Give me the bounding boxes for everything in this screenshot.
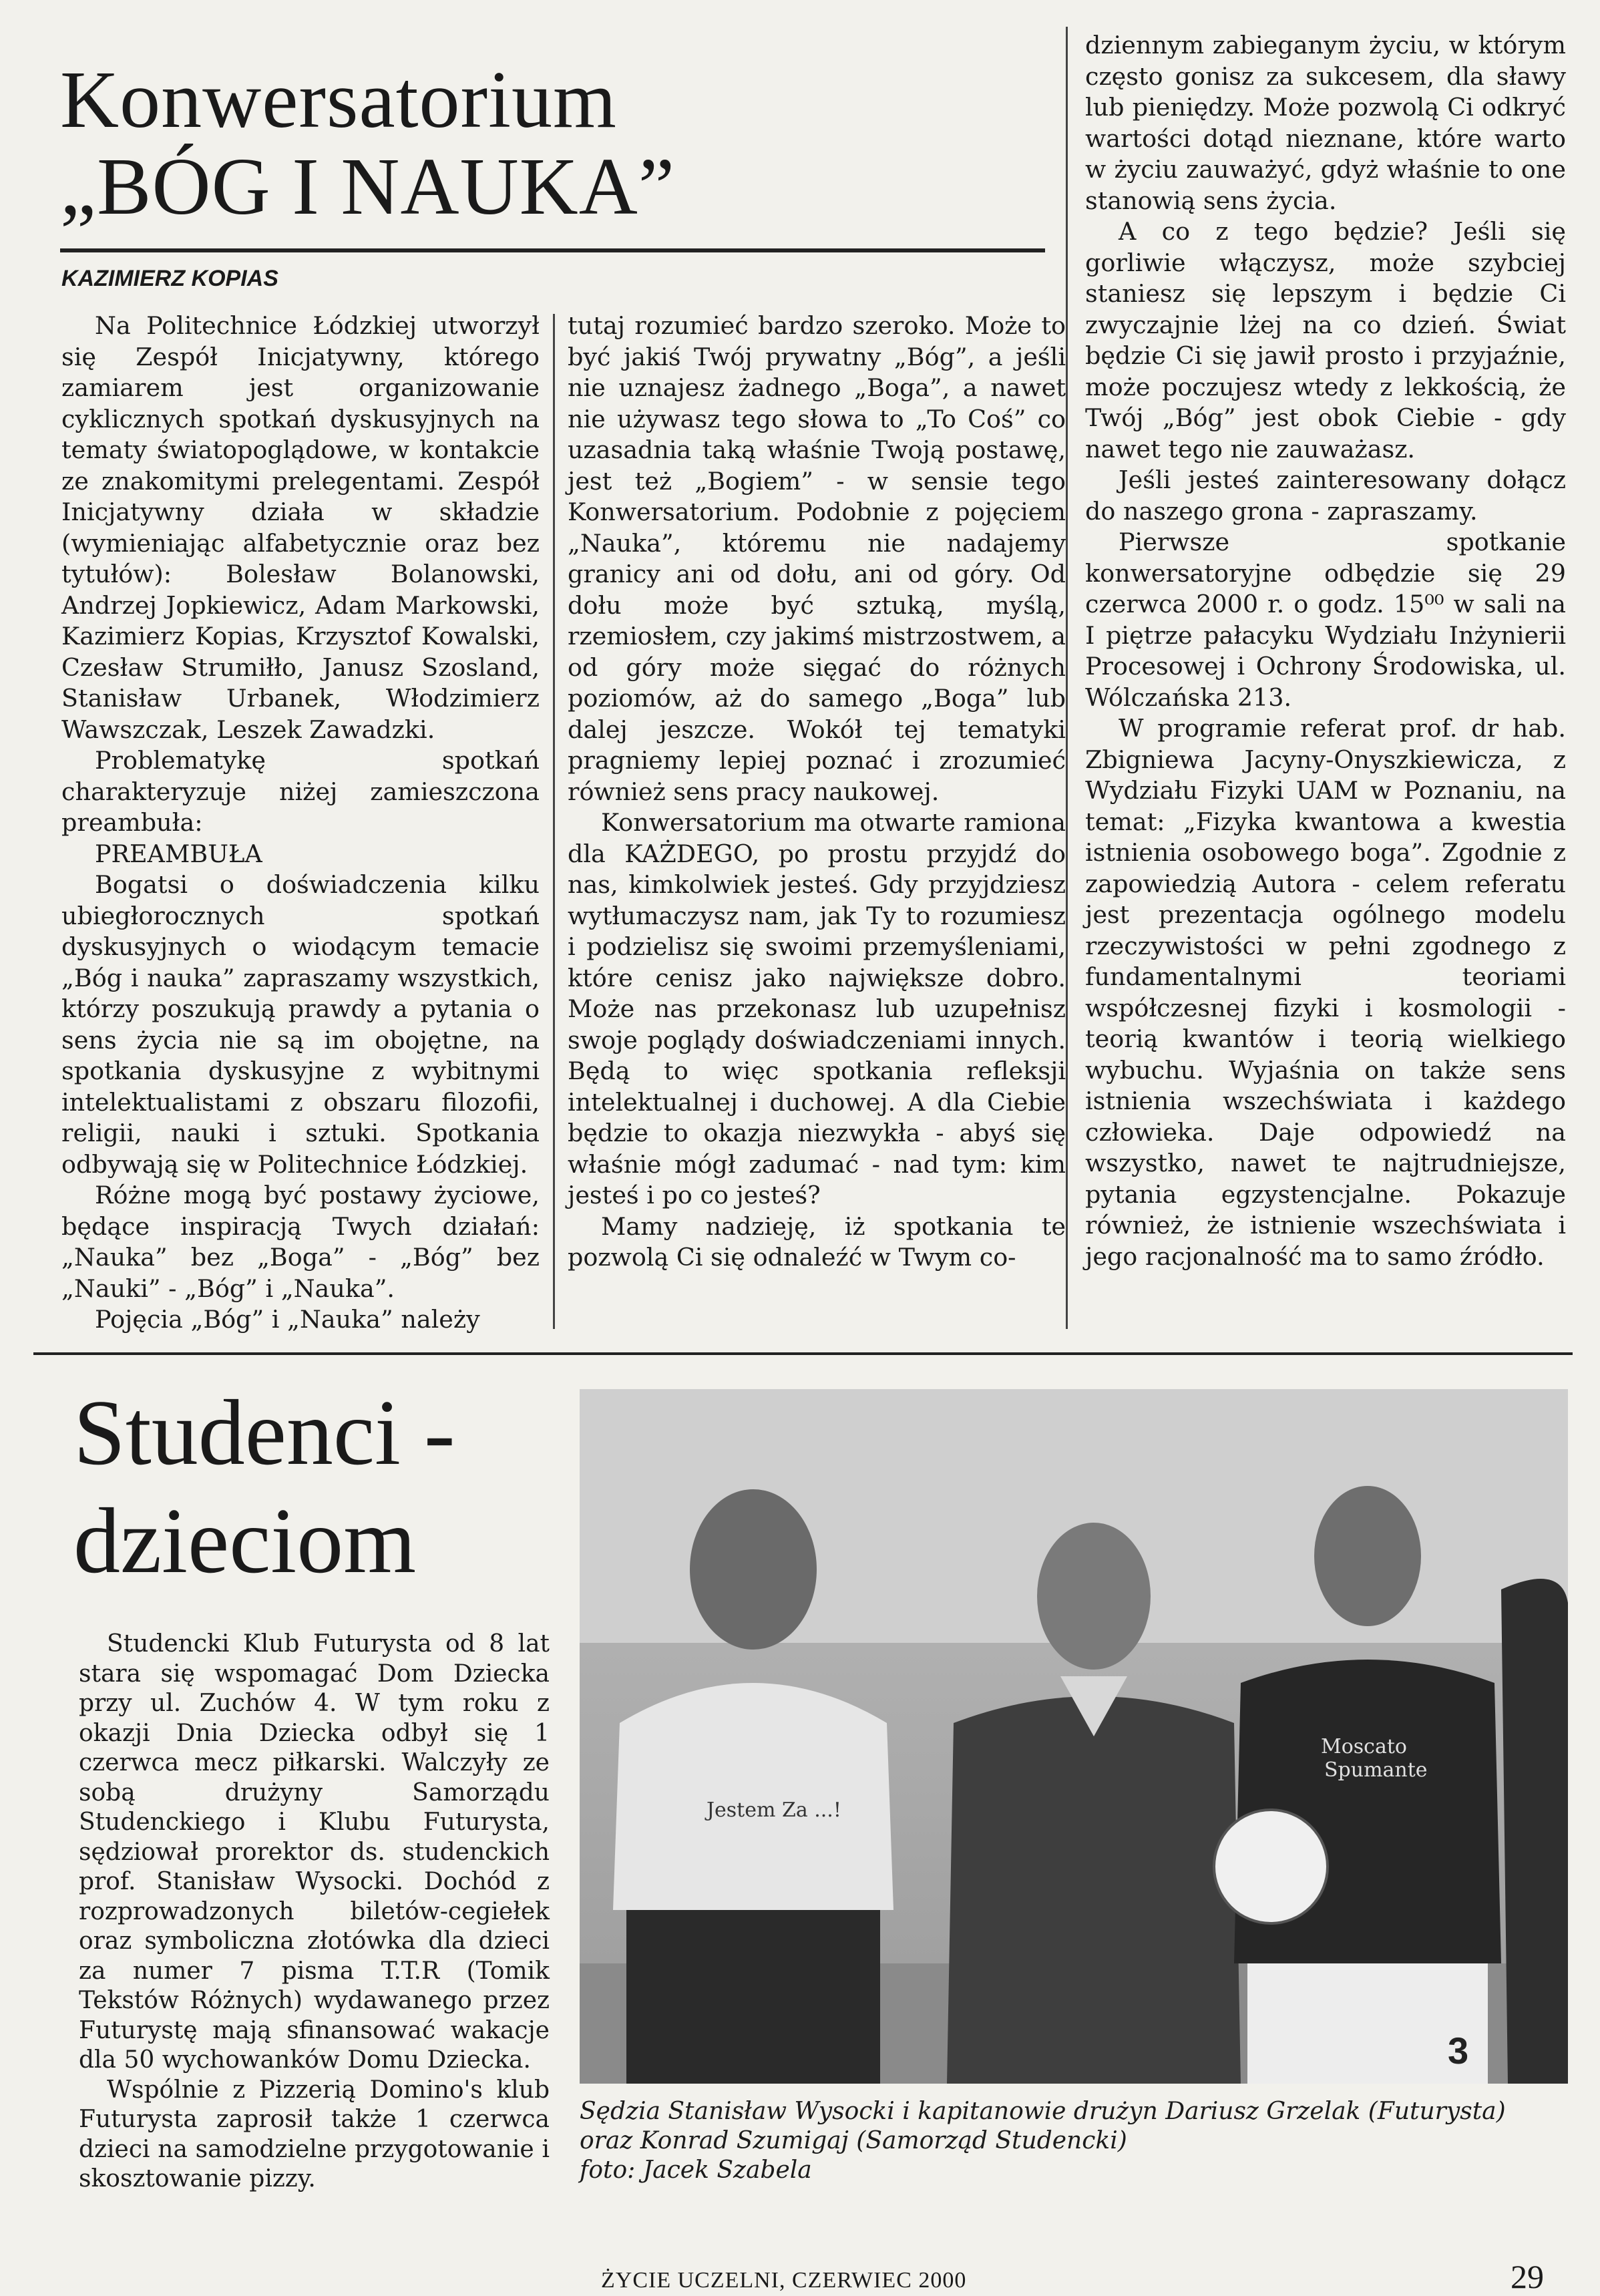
paragraph: A co z tego będzie? Jeśli się gorliwie włączysz, może szybciej staniesz się lepszym i będzie Ci zwyczajnie lżej na co dzień. Świat będzie Ci się jawił prosto i przyjaźnie, może poczujesz wtedy z lekkością, że Twój „Bóg” jest obok Ciebie - gdy nawet tego nie zauważasz. bbox=[1085, 217, 1566, 463]
paragraph-heading: PREAMBUŁA bbox=[95, 839, 262, 868]
publication-footer: ŻYCIE UCZELNI, CZERWIEC 2000 bbox=[601, 2268, 967, 2293]
article-title bbox=[73, 1379, 554, 1595]
article-title bbox=[60, 57, 1062, 230]
caption-line: oraz Konrad Szumigaj (Samorząd Studencki) bbox=[580, 2127, 1127, 2154]
paragraph: Konwersatorium ma otwarte ramiona dla KAŻDEGO, po prostu przyjdź do nas, kimkolwiek jesteś. Gdy przyjdziesz wytłumaczysz nam, jak Ty to rozumiesz i podzielisz się swoimi przemyśleniami, które cenisz jako największe dobro. Może nas przekonasz lub uzupełnisz swoje poglądy doświadczeniami innych. Będą to więc spotkania refleksji intelektualnej i duchowej. A dla Ciebie będzie to okazja niezwykła - abyś się właśnie mógł zadumać - nad tym: kim jesteś i po co jesteś? bbox=[568, 808, 1066, 1209]
author-byline: KAZIMIERZ KOPIAS bbox=[61, 266, 278, 291]
paragraph: Bogatsi o doświadczenia kilku ubiegłorocznych spotkań dyskusyjnych o wiodącym temacie „Bóg i nauka” zapraszamy wszystkich, którzy poszukują prawdy a pytania o sens życia nie są im obojętne, na spotkania dyskusyjne z wybitnymi intelektualistami z obszaru filozofii, religii, nauki i sztuki. Spotkania odbywają się w Politechnice Łódzkiej. bbox=[61, 870, 540, 1179]
paragraph: Mamy nadzieję, iż spotkania te pozwolą Ci się odnaleźć w Twym co- bbox=[568, 1211, 1066, 1272]
paragraph: Studencki Klub Futurysta od 8 lat stara się wspomagać Dom Dziecka przy ul. Zuchów 4. W tym roku z okazji Dnia Dziecka odbył się 1 czerwca mecz piłkarski. Walczyły ze sobą drużyny Samorządu Studenckiego i Klubu Futurysta, sędziował prorektor ds. studenckich prof. Stanisław Wysocki. Dochód z rozprowadzonych biletów-cegiełek oraz symboliczna złotówka dla dzieci za numer 7 pisma T.T.R (Tomik Tekstów Różnych) wydawanego przez Futurystę mają sfinansować wakacje dla 50 wychowanków Domu Dziecka. bbox=[79, 1630, 550, 2074]
paragraph: dziennym zabieganym życiu, w którym często gonisz za sukcesem, dla sławy lub pieniędzy. Może pozwolą Ci odkryć wartości dotąd nieznane, które warto w życiu zauważyć, gdyż właśnie to one stanowią sens życia. bbox=[1085, 31, 1566, 215]
article-title-line1: Konwersatorium bbox=[60, 55, 617, 145]
paragraph: Problematykę spotkań charakteryzuje niżej zamieszczona preambuła: bbox=[61, 746, 540, 837]
article-title-line2: „BÓG I NAUKA” bbox=[60, 142, 676, 232]
shirt-logo-text: Moscato bbox=[1321, 1735, 1407, 1758]
photo bbox=[580, 1389, 1568, 2084]
paragraph: Wspólnie z Pizzerią Domino's klub Futurysta zaprosił także 1 czerwca dzieci na samodzielne przygotowanie i skosztowanie pizzy. bbox=[79, 2076, 550, 2192]
article-title-line1: Studenci - bbox=[73, 1381, 455, 1485]
football-icon bbox=[1214, 1810, 1328, 1923]
column-divider bbox=[553, 314, 555, 1329]
article-title-line2: dzieciom bbox=[73, 1489, 417, 1593]
article-body bbox=[79, 1630, 550, 2194]
caption-line: Sędzia Stanisław Wysocki i kapitanowie drużyn Dariusz Grzelak (Futurysta) bbox=[580, 2098, 1506, 2125]
photo-caption bbox=[580, 2097, 1568, 2185]
paragraph: Pojęcia „Bóg” i „Nauka” należy bbox=[95, 1305, 480, 1334]
title-divider bbox=[60, 248, 1045, 252]
shirt-text: Jestem Za ...! bbox=[707, 1798, 841, 1822]
section-divider bbox=[33, 1352, 1573, 1355]
paragraph: Jeśli jesteś zainteresowany dołącz do naszego grona - zapraszamy. bbox=[1085, 465, 1566, 526]
paragraph: Różne mogą być postawy życiowe, będące inspiracją Twych działań: „Nauka” bez „Boga” - „Bóg” bez „Nauki” - „Bóg” i „Nauka”. bbox=[61, 1181, 540, 1303]
article-column-2 bbox=[568, 311, 1066, 1274]
article-column-1 bbox=[61, 311, 540, 1336]
paragraph: Pierwsze spotkanie konwersatoryjne odbędzie się 29 czerwca 2000 r. o godz. 15⁰⁰ w sali na I piętrze pałacyku Wydziału Inżynierii Procesowej i Ochrony Środowiska, ul. Wólczańska 213. bbox=[1085, 528, 1566, 712]
photo-credit: foto: Jacek Szabela bbox=[580, 2156, 812, 2184]
paragraph: tutaj rozumieć bardzo szeroko. Może to być jakiś Twój prywatny „Bóg”, a jeśli nie uznajesz żadnego „Boga”, a nawet nie używasz tego słowa to „To Coś” co uzasadnia taką właśnie Twoją postawę, jest też „Bogiem” - w sensie tego Konwersatorium. Podobnie z pojęciem „Nauka”, któremu nie nadajemy granicy ani od dołu, ani od góry. Od dołu może być sztuką, myślą, rzemiosłem, czy jakimś mistrzostwem, a od góry może sięgać do różnych poziomów, aż do samego „Boga” lub dalej jeszcze. Wokół tej tematyki pragniemy lepiej poznać i zrozumieć również sens pracy naukowej. bbox=[568, 311, 1066, 806]
photo-illustration bbox=[580, 1389, 1568, 2084]
shirt-number: 3 bbox=[1448, 2030, 1469, 2072]
column-divider bbox=[1066, 27, 1068, 1329]
page-number: 29 bbox=[1511, 2258, 1544, 2295]
shirt-logo-text: Spumante bbox=[1324, 1758, 1428, 1782]
paragraph: W programie referat prof. dr hab. Zbigniewa Jacyny-Onyszkiewicza, z Wydziału Fizyki UAM w Poznaniu, na temat: „Fizyka kwantowa a kwestia istnienia osobowego boga”. Zgodnie z zapowiedzią Autora - celem referatu jest prezentacja ogólnego modelu rzeczywistości w pełni zgodnego z fundamentalnymi teoriami współczesnej fizyki i kosmologii - teorią kwantów i teorią wielkiego wybuchu. Wyjaśnia on także sens istnienia wszechświata i każdego człowieka. Daje odpowiedź na wszystko, nawet te najtrudniejsze, pytania egzystencjalne. Pokazuje również, że istnienie wszechświata i jego racjonalność ma to samo źródło. bbox=[1085, 714, 1566, 1271]
paragraph: Na Politechnice Łódzkiej utworzył się Zespół Inicjatywny, którego zamiarem jest organizowanie cyklicznych spotkań dyskusyjnych na tematy światopoglądowe, w kontakcie ze znakomitymi prelegentami. Zespół Inicjatywny działa w składzie (wymieniając alfabetycznie oraz bez tytułów): Bolesław Bolanowski, Andrzej Jopkiewicz, Adam Markowski, Kazimierz Kopias, Krzysztof Kowalski, Czesław Strumiłło, Janusz Szosland, Stanisław Urbanek, Włodzimierz Wawszczak, Leszek Zawadzki. bbox=[61, 311, 540, 744]
article-column-3 bbox=[1085, 30, 1566, 1272]
